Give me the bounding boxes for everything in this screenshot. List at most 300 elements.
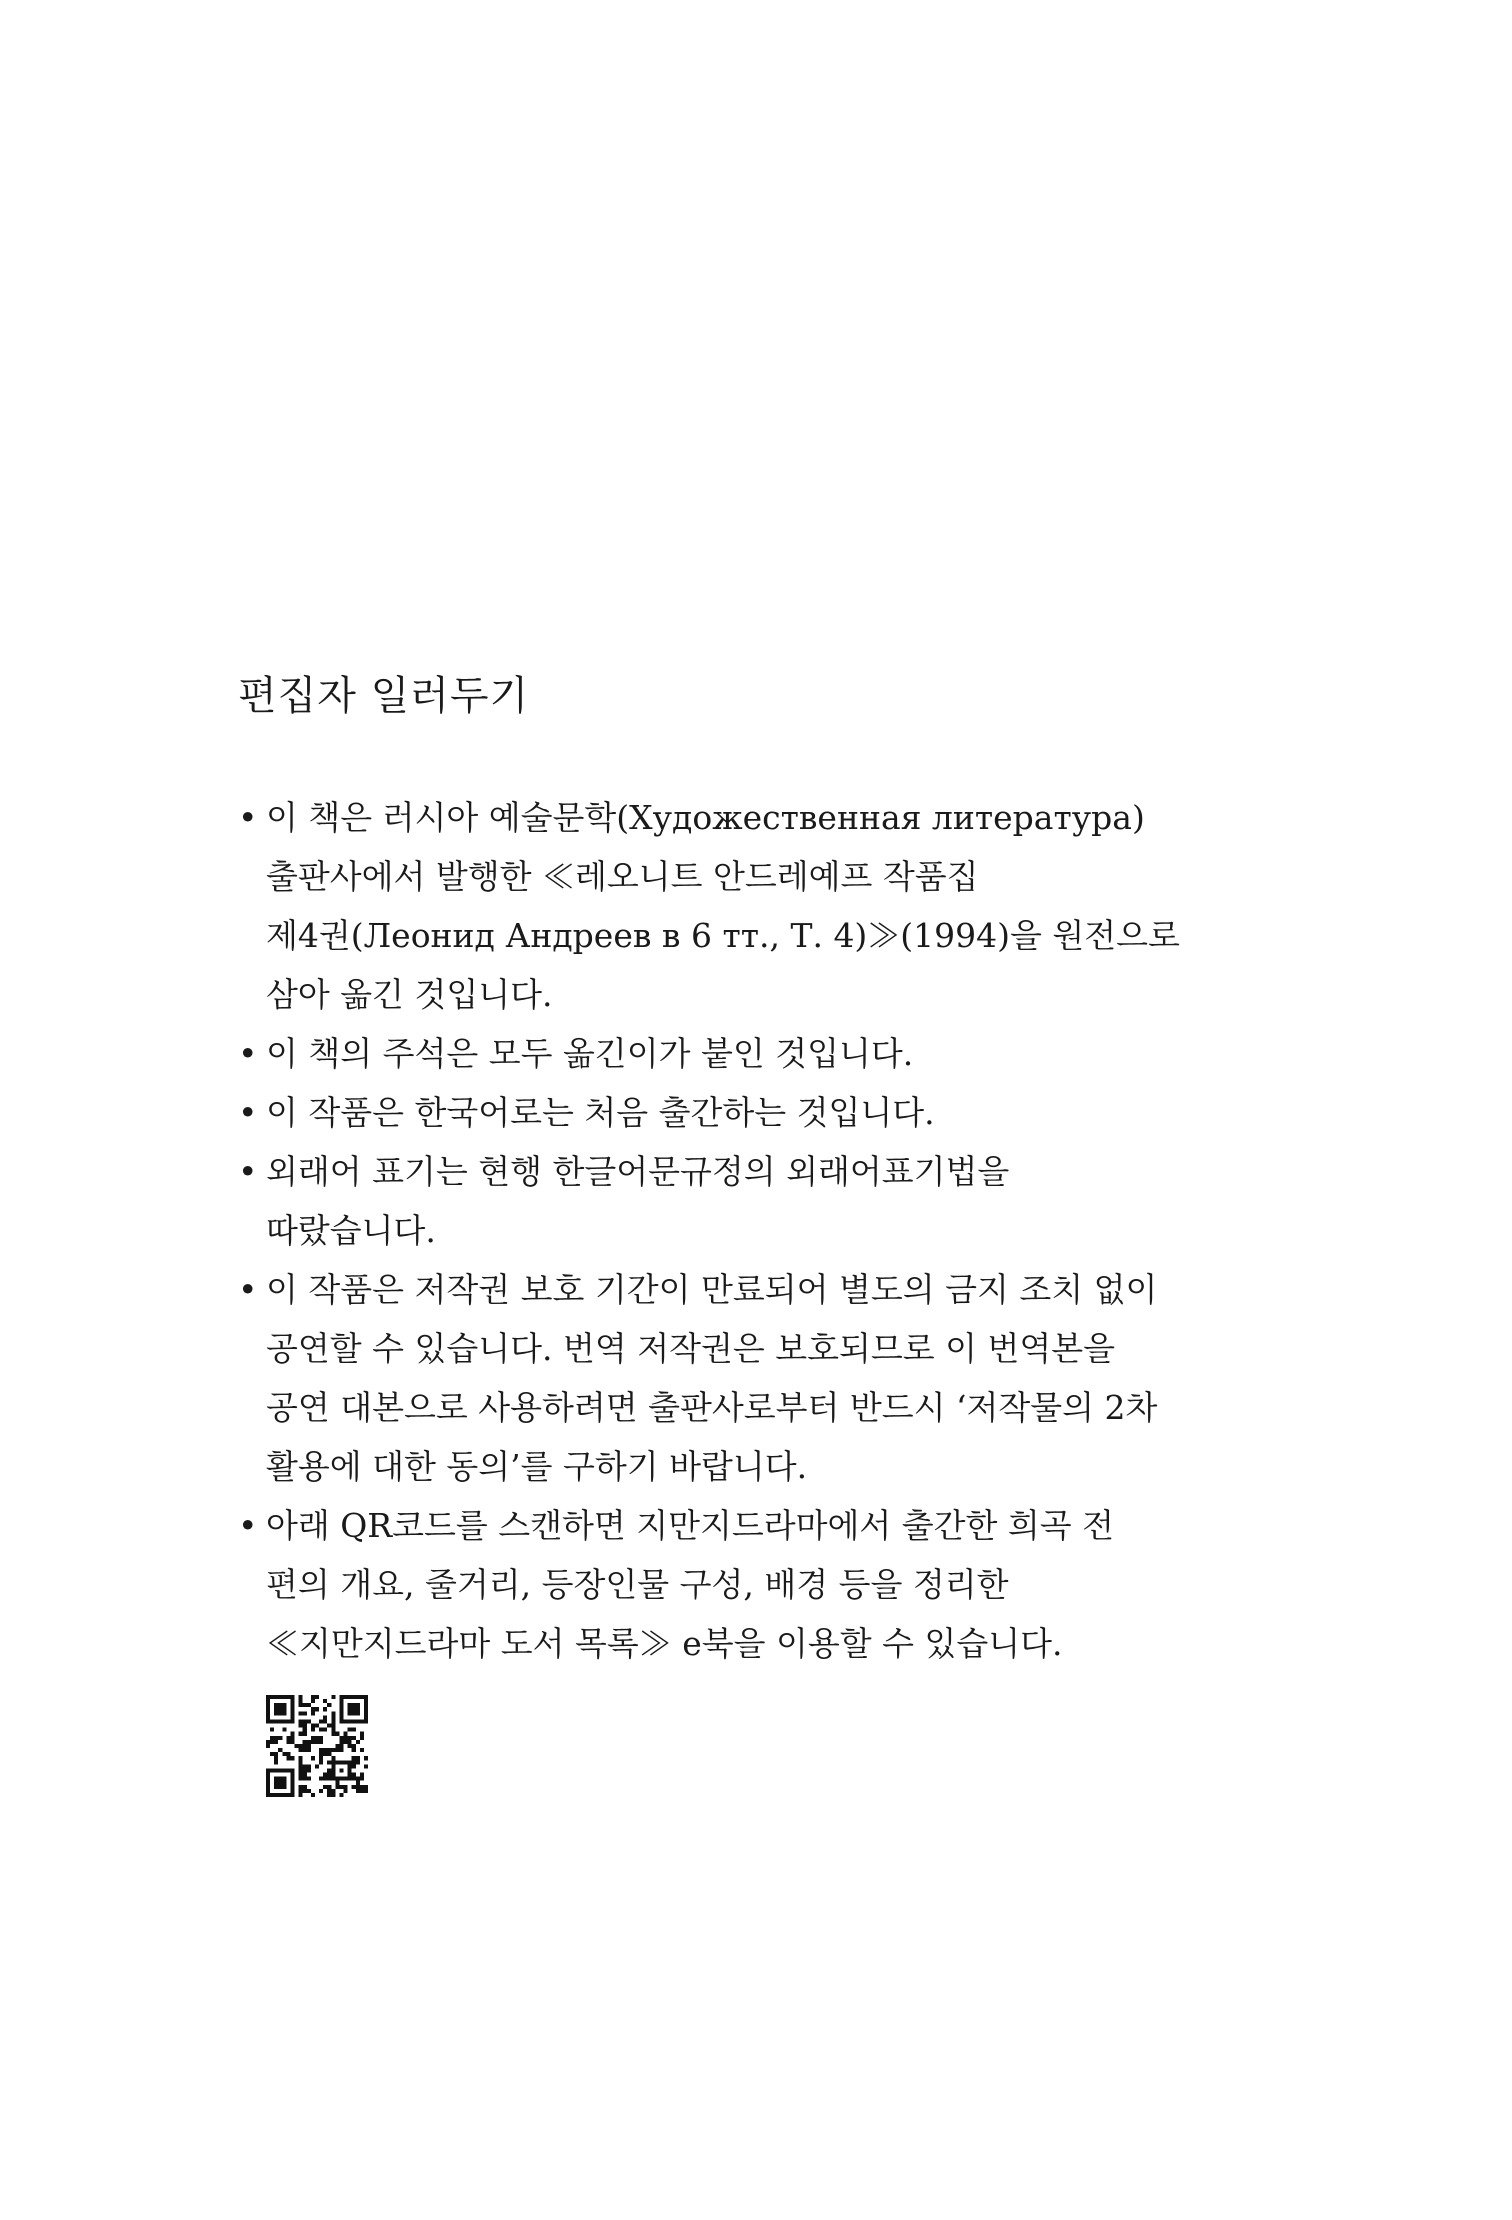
bullet: • xyxy=(238,1270,258,1309)
qr-module xyxy=(274,1785,278,1789)
qr-module xyxy=(335,1732,339,1736)
note-line: 제4권(Леонид Андреев в 6 тт., Т. 4)≫(1994)을 원전으로 xyxy=(266,916,1180,955)
qr-module xyxy=(327,1752,331,1756)
qr-module xyxy=(274,1752,278,1756)
qr-module xyxy=(270,1768,274,1772)
qr-module xyxy=(290,1768,294,1772)
qr-module xyxy=(360,1719,364,1723)
qr-module xyxy=(303,1703,307,1707)
qr-module xyxy=(307,1768,311,1772)
qr-module xyxy=(274,1711,278,1715)
qr-module xyxy=(286,1768,290,1772)
qr-module xyxy=(348,1703,352,1707)
qr-module xyxy=(335,1777,339,1781)
editor-notes xyxy=(238,672,1298,1797)
qr-module xyxy=(323,1773,327,1777)
note-list xyxy=(238,788,1298,1673)
qr-module xyxy=(307,1719,311,1723)
qr-module xyxy=(299,1793,303,1797)
qr-module xyxy=(319,1756,323,1760)
qr-module xyxy=(315,1724,319,1728)
qr-module xyxy=(327,1760,331,1764)
qr-module xyxy=(286,1756,290,1760)
qr-module xyxy=(348,1707,352,1711)
qr-module xyxy=(286,1695,290,1699)
qr-module xyxy=(286,1719,290,1723)
qr-module xyxy=(286,1736,290,1740)
qr-module xyxy=(299,1764,303,1768)
qr-module xyxy=(352,1736,356,1740)
qr-module xyxy=(339,1777,343,1781)
qr-module xyxy=(299,1699,303,1703)
qr-module xyxy=(348,1768,352,1772)
qr-module xyxy=(274,1793,278,1797)
qr-module xyxy=(352,1728,356,1732)
qr-module xyxy=(352,1785,356,1789)
qr-module xyxy=(356,1695,360,1699)
qr-module xyxy=(339,1760,343,1764)
qr-module xyxy=(311,1699,315,1703)
note-line: 외래어 표기는 현행 한글어문규정의 외래어표기법을 xyxy=(266,1152,1010,1191)
bullet: • xyxy=(238,798,258,837)
qr-module xyxy=(331,1719,335,1723)
qr-module xyxy=(356,1781,360,1785)
qr-module xyxy=(315,1695,319,1699)
bullet: • xyxy=(238,1034,258,1073)
qr-module xyxy=(290,1695,294,1699)
qr-module xyxy=(356,1719,360,1723)
qr-module xyxy=(290,1793,294,1797)
qr-module xyxy=(303,1748,307,1752)
qr-module xyxy=(352,1703,356,1707)
qr-module xyxy=(344,1732,348,1736)
qr-module xyxy=(315,1764,319,1768)
qr-module xyxy=(323,1699,327,1703)
qr-module xyxy=(356,1760,360,1764)
qr-module xyxy=(315,1736,319,1740)
qr-module xyxy=(278,1785,282,1789)
qr-module xyxy=(319,1728,323,1732)
qr-module xyxy=(331,1756,335,1760)
qr-module xyxy=(327,1724,331,1728)
qr-module xyxy=(303,1773,307,1777)
qr-module xyxy=(319,1752,323,1756)
qr-module xyxy=(327,1773,331,1777)
qr-module xyxy=(274,1768,278,1772)
qr-module xyxy=(352,1764,356,1768)
qr-module xyxy=(323,1715,327,1719)
qr-module xyxy=(364,1719,368,1723)
qr-module xyxy=(274,1707,278,1711)
qr-module xyxy=(360,1732,364,1736)
qr-module xyxy=(364,1695,368,1699)
note-line: 공연할 수 있습니다. 번역 저작권은 보호되므로 이 번역본을 xyxy=(266,1329,1115,1368)
qr-module xyxy=(290,1703,294,1707)
qr-module xyxy=(282,1719,286,1723)
qr-module xyxy=(315,1707,319,1711)
note-item-copyright xyxy=(238,1260,1298,1496)
qr-module xyxy=(339,1740,343,1744)
qr-module xyxy=(364,1699,368,1703)
qr-module xyxy=(356,1703,360,1707)
qr-module xyxy=(266,1740,270,1744)
qr-module xyxy=(303,1744,307,1748)
qr-module xyxy=(303,1719,307,1723)
qr-module xyxy=(360,1789,364,1793)
qr-module xyxy=(303,1768,307,1772)
qr-module xyxy=(282,1752,286,1756)
qr-module xyxy=(339,1699,343,1703)
qr-module xyxy=(339,1785,343,1789)
qr-module xyxy=(339,1768,343,1772)
bullet: • xyxy=(238,1506,258,1545)
qr-module xyxy=(327,1793,331,1797)
qr-module xyxy=(356,1777,360,1781)
qr-module xyxy=(274,1781,278,1785)
qr-module xyxy=(360,1748,364,1752)
qr-module xyxy=(331,1715,335,1719)
bullet: • xyxy=(238,1093,258,1132)
qr-module xyxy=(323,1752,327,1756)
qr-module xyxy=(323,1728,327,1732)
qr-module xyxy=(270,1736,274,1740)
qr-module xyxy=(270,1719,274,1723)
qr-module xyxy=(352,1748,356,1752)
qr-module xyxy=(299,1785,303,1789)
qr-module xyxy=(364,1707,368,1711)
qr-module xyxy=(303,1777,307,1781)
qr-module xyxy=(282,1793,286,1797)
qr-module xyxy=(331,1695,335,1699)
qr-module xyxy=(282,1777,286,1781)
qr-module xyxy=(307,1764,311,1768)
qr-module xyxy=(270,1752,274,1756)
qr-module xyxy=(266,1719,270,1723)
bullet: • xyxy=(238,1152,258,1191)
qr-module xyxy=(278,1711,282,1715)
qr-module xyxy=(290,1711,294,1715)
qr-module xyxy=(278,1703,282,1707)
qr-module xyxy=(339,1715,343,1719)
qr-module xyxy=(360,1785,364,1789)
qr-module xyxy=(319,1719,323,1723)
qr-module xyxy=(364,1789,368,1793)
qr-module xyxy=(290,1707,294,1711)
qr-module xyxy=(278,1781,282,1785)
qr-module xyxy=(266,1793,270,1797)
qr-module xyxy=(323,1748,327,1752)
qr-module xyxy=(290,1781,294,1785)
qr-module xyxy=(270,1793,274,1797)
qr-module xyxy=(364,1764,368,1768)
qr-module xyxy=(303,1724,307,1728)
qr-module xyxy=(270,1695,274,1699)
qr-module xyxy=(327,1789,331,1793)
qr-module xyxy=(356,1707,360,1711)
qr-module xyxy=(278,1793,282,1797)
qr-module xyxy=(266,1711,270,1715)
qr-module xyxy=(299,1756,303,1760)
note-item-first-publication xyxy=(238,1083,1298,1142)
qr-module xyxy=(331,1768,335,1772)
qr-module xyxy=(307,1789,311,1793)
qr-module xyxy=(323,1707,327,1711)
qr-module xyxy=(364,1756,368,1760)
qr-module xyxy=(290,1773,294,1777)
qr-module xyxy=(348,1719,352,1723)
qr-module xyxy=(331,1764,335,1768)
qr-module xyxy=(282,1781,286,1785)
qr-module xyxy=(307,1748,311,1752)
qr-module xyxy=(360,1773,364,1777)
qr-module xyxy=(348,1744,352,1748)
qr-module xyxy=(299,1732,303,1736)
qr-module xyxy=(348,1760,352,1764)
note-line: 편의 개요, 줄거리, 등장인물 구성, 배경 등을 정리한 xyxy=(266,1565,1009,1604)
qr-module xyxy=(364,1715,368,1719)
qr-module xyxy=(344,1785,348,1789)
qr-module xyxy=(290,1732,294,1736)
qr-module xyxy=(344,1777,348,1781)
qr-module xyxy=(327,1703,331,1707)
qr-module xyxy=(299,1777,303,1781)
qr-module xyxy=(299,1695,303,1699)
qr-module xyxy=(352,1777,356,1781)
qr-module xyxy=(270,1728,274,1732)
qr-module xyxy=(295,1744,299,1748)
qr-module xyxy=(356,1756,360,1760)
qr-module xyxy=(303,1711,307,1715)
qr-module xyxy=(352,1760,356,1764)
qr-module xyxy=(339,1793,343,1797)
note-line: 이 책은 러시아 예술문학(Художественная литература) xyxy=(266,798,1145,837)
qr-module xyxy=(331,1777,335,1781)
notes-title: 편집자 일러두기 xyxy=(238,673,530,719)
qr-module xyxy=(331,1732,335,1736)
qr-module xyxy=(286,1740,290,1744)
note-item-source xyxy=(238,788,1298,1024)
note-line: 삼아 옮긴 것입니다. xyxy=(266,975,553,1014)
qr-module xyxy=(352,1744,356,1748)
note-line: 이 책의 주석은 모두 옮긴이가 붙인 것입니다. xyxy=(266,1034,914,1073)
qr-module xyxy=(339,1748,343,1752)
qr-module xyxy=(307,1740,311,1744)
qr-module xyxy=(290,1756,294,1760)
qr-module xyxy=(286,1793,290,1797)
qr-module xyxy=(282,1707,286,1711)
qr-module xyxy=(307,1777,311,1781)
qr-module xyxy=(335,1785,339,1789)
qr-module xyxy=(327,1785,331,1789)
qr-module xyxy=(327,1777,331,1781)
qr-module xyxy=(282,1703,286,1707)
qr-module xyxy=(311,1707,315,1711)
qr-module xyxy=(356,1711,360,1715)
qr-module xyxy=(278,1695,282,1699)
qr-module xyxy=(348,1736,352,1740)
qr-module xyxy=(266,1777,270,1781)
qr-module xyxy=(299,1789,303,1793)
qr-code-graphic xyxy=(266,1695,368,1797)
qr-module xyxy=(348,1728,352,1732)
qr-module xyxy=(364,1785,368,1789)
note-item-annotations xyxy=(238,1024,1298,1083)
qr-module xyxy=(315,1740,319,1744)
qr-module xyxy=(319,1789,323,1793)
qr-module xyxy=(266,1744,270,1748)
qr-module xyxy=(290,1715,294,1719)
qr-module xyxy=(348,1695,352,1699)
qr-module xyxy=(278,1707,282,1711)
qr-module xyxy=(299,1703,303,1707)
qr-module xyxy=(266,1773,270,1777)
qr-module xyxy=(352,1695,356,1699)
qr-module xyxy=(290,1740,294,1744)
qr-module xyxy=(290,1736,294,1740)
note-line: 따랐습니다. xyxy=(266,1211,436,1250)
qr-module xyxy=(274,1756,278,1760)
qr-module xyxy=(266,1707,270,1711)
qr-module xyxy=(311,1724,315,1728)
qr-module xyxy=(290,1785,294,1789)
qr-module xyxy=(323,1785,327,1789)
qr-module xyxy=(360,1777,364,1781)
qr-module xyxy=(344,1740,348,1744)
qr-module xyxy=(339,1695,343,1699)
qr-module xyxy=(303,1732,307,1736)
qr-module xyxy=(274,1695,278,1699)
qr-module xyxy=(299,1773,303,1777)
qr-module xyxy=(278,1748,282,1752)
qr-module xyxy=(299,1719,303,1723)
qr-module xyxy=(348,1711,352,1715)
qr-module xyxy=(344,1789,348,1793)
qr-module xyxy=(282,1768,286,1772)
qr-module xyxy=(266,1695,270,1699)
qr-module xyxy=(311,1711,315,1715)
qr-module xyxy=(348,1777,352,1781)
qr-module xyxy=(282,1711,286,1715)
qr-module xyxy=(352,1756,356,1760)
qr-module xyxy=(331,1748,335,1752)
qr-module xyxy=(335,1744,339,1748)
qr-module xyxy=(278,1777,282,1781)
qr-module xyxy=(339,1744,343,1748)
qr-module xyxy=(331,1728,335,1732)
qr-module xyxy=(303,1740,307,1744)
qr-module xyxy=(266,1768,270,1772)
qr-module xyxy=(299,1744,303,1748)
qr-module xyxy=(339,1711,343,1715)
qr-module xyxy=(331,1773,335,1777)
qr-module xyxy=(303,1728,307,1732)
qr-module xyxy=(282,1785,286,1789)
note-line: 활용에 대한 동의’를 구하기 바랍니다. xyxy=(266,1447,808,1486)
qr-module xyxy=(274,1760,278,1764)
qr-module xyxy=(299,1760,303,1764)
qr-module xyxy=(331,1724,335,1728)
qr-module xyxy=(331,1760,335,1764)
qr-module xyxy=(364,1711,368,1715)
qr-module xyxy=(319,1740,323,1744)
qr-module xyxy=(352,1773,356,1777)
note-line: ≪지만지드라마 도서 목록≫ e북을 이용할 수 있습니다. xyxy=(266,1624,1063,1663)
qr-module xyxy=(278,1736,282,1740)
qr-module xyxy=(348,1740,352,1744)
qr-module xyxy=(282,1728,286,1732)
qr-module xyxy=(331,1711,335,1715)
qr-module xyxy=(270,1740,274,1744)
qr-module xyxy=(311,1740,315,1744)
qr-module xyxy=(266,1715,270,1719)
qr-module xyxy=(290,1777,294,1781)
qr-module xyxy=(290,1719,294,1723)
qr-module xyxy=(352,1711,356,1715)
qr-module xyxy=(323,1777,327,1781)
qr-module xyxy=(290,1789,294,1793)
qr-module xyxy=(331,1789,335,1793)
qr-module xyxy=(335,1748,339,1752)
qr-module xyxy=(344,1695,348,1699)
note-line: 공연 대본으로 사용하려면 출판사로부터 반드시 ‘저작물의 2차 xyxy=(266,1388,1158,1427)
qr-module xyxy=(360,1736,364,1740)
qr-module xyxy=(360,1695,364,1699)
qr-module xyxy=(286,1752,290,1756)
note-item-qr-info xyxy=(238,1496,1298,1673)
qr-module xyxy=(307,1744,311,1748)
qr-module xyxy=(323,1719,327,1723)
qr-module xyxy=(311,1695,315,1699)
qr-module xyxy=(266,1781,270,1785)
qr-module xyxy=(307,1703,311,1707)
note-line: 출판사에서 발행한 ≪레오니트 안드레예프 작품집 xyxy=(266,857,979,896)
qr-module xyxy=(344,1736,348,1740)
qr-module xyxy=(331,1793,335,1797)
qr-module xyxy=(319,1777,323,1781)
qr-module xyxy=(319,1736,323,1740)
qr-module xyxy=(352,1707,356,1711)
note-line: 이 작품은 한국어로는 처음 출간하는 것입니다. xyxy=(266,1093,935,1132)
qr-module xyxy=(339,1719,343,1723)
qr-module xyxy=(274,1703,278,1707)
qr-module xyxy=(311,1736,315,1740)
qr-module xyxy=(335,1781,339,1785)
qr-module xyxy=(266,1789,270,1793)
qr-module xyxy=(356,1789,360,1793)
qr-module xyxy=(290,1699,294,1703)
qr-module xyxy=(352,1719,356,1723)
qr-module xyxy=(327,1748,331,1752)
qr-module xyxy=(303,1785,307,1789)
qr-module xyxy=(327,1768,331,1772)
qr-module xyxy=(319,1760,323,1764)
note-line: 이 작품은 저작권 보호 기간이 만료되어 별도의 금지 조치 없이 xyxy=(266,1270,1158,1309)
qr-module xyxy=(299,1724,303,1728)
qr-module xyxy=(348,1764,352,1768)
qr-module xyxy=(311,1728,315,1732)
qr-module xyxy=(356,1785,360,1789)
qr-module xyxy=(274,1719,278,1723)
qr-module xyxy=(364,1703,368,1707)
qr-module xyxy=(344,1760,348,1764)
qr-module xyxy=(274,1736,278,1740)
qr-module xyxy=(335,1760,339,1764)
qr-module xyxy=(278,1719,282,1723)
qr-code-icon[interactable] xyxy=(266,1695,368,1797)
note-item-transliteration xyxy=(238,1142,1298,1260)
qr-module xyxy=(299,1748,303,1752)
qr-module xyxy=(339,1707,343,1711)
